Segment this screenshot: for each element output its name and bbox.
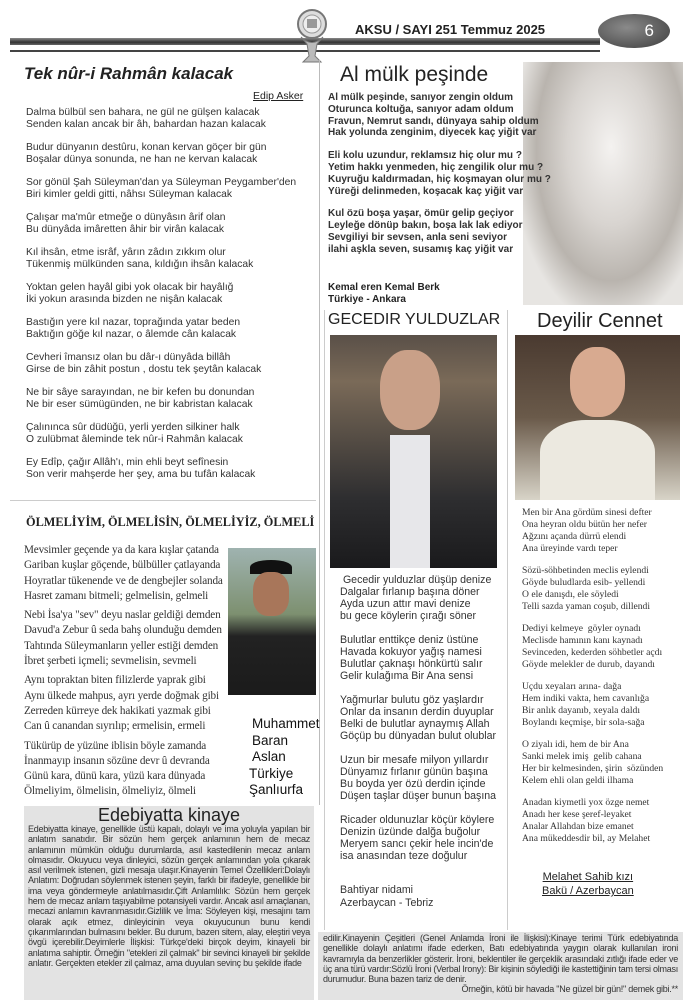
poem-line: Aynı ülkede mahpus, ayrı yerde doğmak gibi xyxy=(24,689,219,702)
stanza xyxy=(26,457,316,481)
poem-line: Leyleğe dönüp bakın, boşa lak lak ediyor xyxy=(328,220,523,232)
author-name: Kemal eren Kemal Berk xyxy=(328,282,440,293)
issue-title: AKSU / SAYI 251 Temmuz 2025 xyxy=(355,22,546,37)
poem-line: Tükenmiş mülkünden sana, kıldığın ihsân kalacak xyxy=(26,259,254,270)
poem-line: İbret şerbeti içmeli; sevmelisin, sevmeli xyxy=(24,655,197,668)
author-name: Bahtiyar nidami xyxy=(340,884,414,896)
author-city: Şanlıurfa xyxy=(249,782,304,797)
author-first-name: Muhammet xyxy=(252,716,320,731)
column-divider xyxy=(319,60,320,805)
poem-line: Bastığın yere kıl nazar, toprağında yatar beden xyxy=(26,317,241,328)
poem-line: bu gece köylerin çırağı söner xyxy=(340,610,477,622)
poem-line: Can û canandan sıyrılıp; ermelisin, ermeli xyxy=(24,720,206,733)
poem-line: Ayda uzun attır mavi denize xyxy=(340,598,471,610)
poem-line: İnanmayıp insanın sözüne devr û devranda xyxy=(24,754,210,767)
magazine-logo-icon xyxy=(293,8,331,64)
stanza xyxy=(522,507,682,555)
article-title: Edebiyatta kinaye xyxy=(97,805,241,825)
poem-line: Ne bir sâye sarayından, ne bir kefen bu donundan xyxy=(26,387,255,398)
poem-line: Bir anlık dayanıb, xeyala daldı xyxy=(522,705,641,716)
poem-author xyxy=(328,282,440,306)
poem-line: Ne bir eser sümügünden, ne bir kabristan kalacak xyxy=(26,399,253,410)
poem-line: Hasret zamanı bitmeli; gelmelisin, gelmeli xyxy=(24,589,209,602)
poem-line: Dalgalar fırlanıp başına döner xyxy=(340,586,480,598)
author-country: Türkiye xyxy=(249,765,294,781)
stanza xyxy=(340,634,505,682)
poem-line: Meryem sancı çekir hele incin'de xyxy=(340,838,494,850)
stanza xyxy=(522,623,682,671)
stanza xyxy=(522,565,682,613)
poem-line: Dalma bülbül sen bahara, ne gül ne gülşen kalacak xyxy=(26,107,260,118)
poem-line: ilahi aşkla seven, susamış kaç yiğit var xyxy=(328,243,514,255)
poem-line: Uçdu xeyaları arına- dağa xyxy=(522,681,622,692)
poem-line: Hoyratlar tükenende ve de dengbejler solanda xyxy=(24,574,223,587)
poem-line: Al mülk peşinde, sanıyor zengin oldum xyxy=(328,92,514,103)
poem-line: Her bir kelmesinden, şirin sözünden xyxy=(522,763,664,774)
poem-line: Girse de bin zâhit postun , dostu tek şeytân kalacak xyxy=(26,364,262,375)
stanza xyxy=(26,282,316,306)
stanza xyxy=(24,543,239,604)
author-name: Melahet Sahib kızı xyxy=(542,871,634,883)
stanza xyxy=(26,387,316,411)
stanza xyxy=(522,681,682,729)
poem-line: Bu dünyâda imâretten âhir bir virân kalacak xyxy=(26,224,225,235)
stanza xyxy=(26,422,316,446)
stanza xyxy=(340,574,505,622)
poem-line: O zulübmat âleminde tek nûr-i Rahmân kalacak xyxy=(26,434,243,445)
article-box xyxy=(24,806,314,1000)
poem-line: Sanki melek imiş gelib cahana xyxy=(522,751,642,762)
poem-line: Göyde melekler de durub, dayandı xyxy=(522,659,655,670)
poem-line: Düşen taşlar düşer bunun başına xyxy=(340,790,497,802)
article-continuation xyxy=(318,932,683,1000)
poem-line: Aynı topraktan biten filizlerde yaprak gibi xyxy=(24,674,206,687)
poem-title: Al mülk peşinde xyxy=(340,63,489,86)
page-number: 6 xyxy=(598,14,670,48)
stanza xyxy=(26,142,316,166)
poem-line: O ele danışdı, ele söyledi xyxy=(522,589,619,600)
poem-author xyxy=(249,716,320,799)
article-body-continued: edilir.Kinayenin Çeşitleri (Genel Anlamda İroni ile İlişkisi):Kinaye terimi Türk edebiyatında genellikle dolaylı anlatımı ifade ederken, Batı edebiyatında yaygın olarak kullanılan ironi kavramıyla da benzerlikler gösterir. İroni, beklentiler ile gerçeklik arasındaki zıtlığı ifade eder ve üç ana türü vardır:Sözlü İroni (Verbal Irony): Bir kişinin söylediği ile kastettiğinin tam tersi olması durumudur. Buna bazen tariz de denir. xyxy=(323,933,678,985)
stanza xyxy=(328,150,568,197)
poem-line: Nebi İsa'ya "sev" deyu naslar geldiği demden xyxy=(24,609,221,622)
poem-line: Kul özü boşa yaşar, ömür gelip geçiyor xyxy=(328,208,514,220)
stanza xyxy=(26,247,316,271)
poem-line: Ona heyran oldu bütün her nefer xyxy=(522,519,647,530)
stanza xyxy=(26,177,316,201)
poem-author: Edip Asker xyxy=(253,90,304,102)
poem-line: Bulutlar enttikçe deniz üstüne xyxy=(340,634,479,646)
poem-line: Sözü-söhbetinden meclis eylendi xyxy=(522,565,649,576)
poem-line: Denizin üzünde dalğa buğolur xyxy=(340,826,481,838)
stanza xyxy=(340,694,505,742)
poem-line: Hem indiki vakta, hem cavanlığa xyxy=(522,693,650,704)
poem-line: Ana üreyinde vardı teper xyxy=(522,543,618,554)
stanza xyxy=(24,739,239,800)
poem-line: Ey Edîp, çağır Allâh'ı, min ehli beyt sefînesin xyxy=(26,457,229,468)
poem-line: Analar Allahdan bize emanet xyxy=(522,821,634,832)
poem-line: Çalınınca sûr düdüğü, yerli yerden silkiner halk xyxy=(26,422,240,433)
poem-line: Biri kimler geldi gitti, nâhsı Süleyman kalacak xyxy=(26,189,233,200)
poem-line: Oturunca koltuğa, sanıyor adam oldum xyxy=(328,103,514,115)
poem-line: Ana mükeddesdir bil, ay Melahet xyxy=(522,833,651,844)
poem-line: Göçüp bu dünyadan bulut olublar xyxy=(340,730,497,742)
poem-line: Dediyi kelmeye göyler oynadı xyxy=(522,623,641,634)
stanza xyxy=(340,814,505,862)
section-divider xyxy=(10,500,316,501)
poem-body xyxy=(340,574,505,874)
poem-line: Göyde buludlarda esib- yellendi xyxy=(522,577,646,588)
poem-line: Tahtında Süleymanların yeller estiği demden xyxy=(24,639,219,652)
poem-line: Sevinceden, kederden söhbetler açdı xyxy=(522,647,663,658)
poem-line: Gecedir yulduzlar düşüp denize xyxy=(340,574,492,586)
poem-line: Yüreği delinmeden, koşacak kaç yiğit var xyxy=(328,185,524,197)
poem-line: Mevsimler geçende ya da kara kışlar çatanda xyxy=(24,544,219,556)
poem-line: Gelir kulağıma Bir Ana sensi xyxy=(340,670,474,682)
poem-line: Havada kokuyor yağış namesi xyxy=(340,646,482,658)
stanza xyxy=(24,673,239,734)
author-photo xyxy=(330,335,497,568)
poem-line: Ölmeliyim, ölmelisin, ölmeliyiz, ölmeli xyxy=(24,785,196,798)
poem-line: Kıl ihsân, etme isrâf, yârın zâdın zıkkım olur xyxy=(26,247,226,258)
poem-line: Yetim hakkı yenmeden, hiç zengilik olur mu ? xyxy=(328,161,544,173)
poem-line: Zerreden kürreye dek hakikati yazmak gibi xyxy=(24,704,211,717)
poem-line: İki yokun arasında bizden ne nişân kalacak xyxy=(26,294,223,305)
poem-line: Onlar da insanın derdin duyuplar xyxy=(340,706,494,718)
poem-line: Dünyamız fırlanır günün başına xyxy=(340,766,488,778)
stanza xyxy=(26,212,316,236)
article-body: Edebiyatta kinaye, genellikle üstü kapalı, dolaylı ve ima yoluyla yapılan bir anlatım sanatıdır. Bir sözün hem gerçek anlamının hem de mecaz anlamının mümkün olduğu durumlarda, asıl kastedilenin mecaz anlam olmasıdır. Okuyucu veya dinleyici, sözün gerçek anlamından yola çıkarak asıl verilmek istenen, gizli mesaja ulaşır.Kinayenin Temel Özellikleri:Dolaylı Anlatım: Doğrudan söylenmek istenen şeyin, farklı bir ifadeyle, genellikle bir ima veya göndermeyle anlatılmasıdır.Çift Anlamlılık: Sözün hem gerçek hem de mecaz anlam taşıyabilme potansiyeli vardır. Ancak asıl amaçlanan, mecazi anlamın kavranmasıdır.Gizlilik ve İma: Söyleyen kişi, mesajını tam olarak açık etmez, dinleyicinin veya okuyucunun bunu kendi çıkarımlarından bulmasını bekler. Bu durum, bazen sitem, alay, eleştiri veya övgü içerebilir.Deyimlerle İlişkisi: Türkçe'deki birçok deyim, kinayeli bir anlatıma sahiptir. Örneğin "etekleri zil çalmak" bir sevinci kinayeli bir şekilde anlatır. Gerçekten etekler zil çalmaz, ama duyulan sevinç bu şekilde ifade xyxy=(28,824,310,968)
author-location: Türkiye - Ankara xyxy=(328,294,406,305)
poem-line: Men bir Ana gördüm sinesi defter xyxy=(522,507,652,518)
poem-body xyxy=(26,107,316,492)
poem-line: Kuyruğu kaldırmadan, hiç koşmayan olur mu ? xyxy=(328,173,551,185)
poem-line: Sor gönül Şah Süleyman'dan ya Süleyman Peygamber'den xyxy=(26,177,297,188)
poem-author xyxy=(340,884,433,909)
stanza xyxy=(24,608,239,669)
author-last-name: Aslan xyxy=(252,749,286,764)
stanza xyxy=(26,352,316,376)
stanza xyxy=(328,208,568,255)
poem-line: Cevheri îmansız olan bu dâr-ı dünyâda billâh xyxy=(26,352,231,363)
poem-title: Deyilir Cennet xyxy=(537,310,663,332)
poem-body xyxy=(24,543,239,804)
poem-line: Senden kalan ancak bir âh, bahardan hazan kalacak xyxy=(26,119,266,130)
poem-line: Günü kara, dünü kara, yüzü kara dünyada xyxy=(24,770,206,783)
poem-line: Fravun, Nemrut sandı, dünyaya sahip oldum xyxy=(328,115,539,127)
stanza xyxy=(522,739,682,787)
poem-line: Budur dünyanın destûru, konan kervan göçer bir gün xyxy=(26,142,267,153)
poem-body xyxy=(328,92,568,267)
author-location: Azerbaycan - Tebriz xyxy=(340,896,434,909)
poem-title: ÖLMELİYİM, ÖLMELİSİN, ÖLMELİYİZ, ÖLMELİ xyxy=(26,515,315,529)
poem-line: Anadan kiymetli yox özge nemet xyxy=(522,797,650,808)
poem-line: Hak yolunda zenginim, diyecek kaç yiğit var xyxy=(328,127,537,139)
poem-line: Ağzını açanda dürrü elendi xyxy=(522,531,627,542)
poem-line: Yağmurlar bulutu göz yaşlardır xyxy=(340,694,484,706)
poem-line: isa anasından teze doğulur xyxy=(340,850,468,862)
poem-line: Baktığın göğe kıl nazar, o âlemde cân kalacak xyxy=(26,329,237,340)
poem-line: Bu boyda yer özü derdin içinde xyxy=(340,778,486,790)
author-photo xyxy=(228,548,316,695)
poem-line: Gariban kuşlar göçende, bülbüller çatlayanda xyxy=(24,559,221,572)
poem-line: Eli kolu uzundur, reklamsız hiç olur mu ? xyxy=(328,150,522,162)
poem-line: Anadı her kese şeref-leyaket xyxy=(522,809,632,820)
poem-line: Davud'a Zebur û seda bahş olunduğu demden xyxy=(24,624,222,637)
poem-line: Telli sazda yaman coşub, dillendi xyxy=(522,601,651,612)
stanza xyxy=(522,797,682,845)
poem-line: Meclisde hamının kanı kaynadı xyxy=(522,635,643,646)
poem-line: Tükürüp de yüzüne iblisin böyle zamanda xyxy=(24,739,207,752)
poem-line: Belki de bulutlar aynaymış Allah xyxy=(340,718,490,730)
poem-line: Sevgiliyi bir sevsen, anla seni seviyor xyxy=(328,231,507,243)
poem-title: Tek nûr-i Rahmân kalacak xyxy=(24,64,234,83)
poem-line: Kelem ehli olan geldi ilhama xyxy=(522,775,634,786)
stanza xyxy=(26,317,316,341)
poem-title: GECEDIR YULDUZLAR xyxy=(328,311,501,328)
poem-line: Son verir mahşerde her şey, ama bu tufân kalacak xyxy=(26,469,256,480)
stanza xyxy=(328,92,568,139)
poem-line: Ricader oldunuzlar köçür köylere xyxy=(340,814,495,826)
author-location: Bakü / Azerbaycan xyxy=(542,885,634,897)
poem-line: Bulutlar çaknaşı hönkürtü salır xyxy=(340,658,483,670)
poem-line: Yoktan gelen hayâl gibi yok olacak bir hayâlığ xyxy=(26,282,234,293)
author-middle-name: Baran xyxy=(252,732,289,748)
author-photo xyxy=(515,335,680,500)
poem-line: Çalışar ma'mûr etmeğe o dünyâsın ârif olan xyxy=(26,212,226,223)
poem-line: Boşalar dünya sonunda, ne han ne kervan kalacak xyxy=(26,154,258,165)
poem-author xyxy=(542,870,634,898)
stanza xyxy=(340,754,505,802)
poem-line: Uzun bir mesafe milyon yıllardır xyxy=(340,754,489,766)
stanza xyxy=(26,107,316,131)
poem-line: O ziyalı idi, hem de bir Ana xyxy=(522,739,629,750)
article-body-end: Örneğin, kötü bir havada "Ne güzel bir gün!" demek gibi.** xyxy=(461,984,678,995)
poem-line: Boylandı keçmişe, bir sola-sağa xyxy=(522,717,645,728)
poem-body xyxy=(522,507,682,855)
